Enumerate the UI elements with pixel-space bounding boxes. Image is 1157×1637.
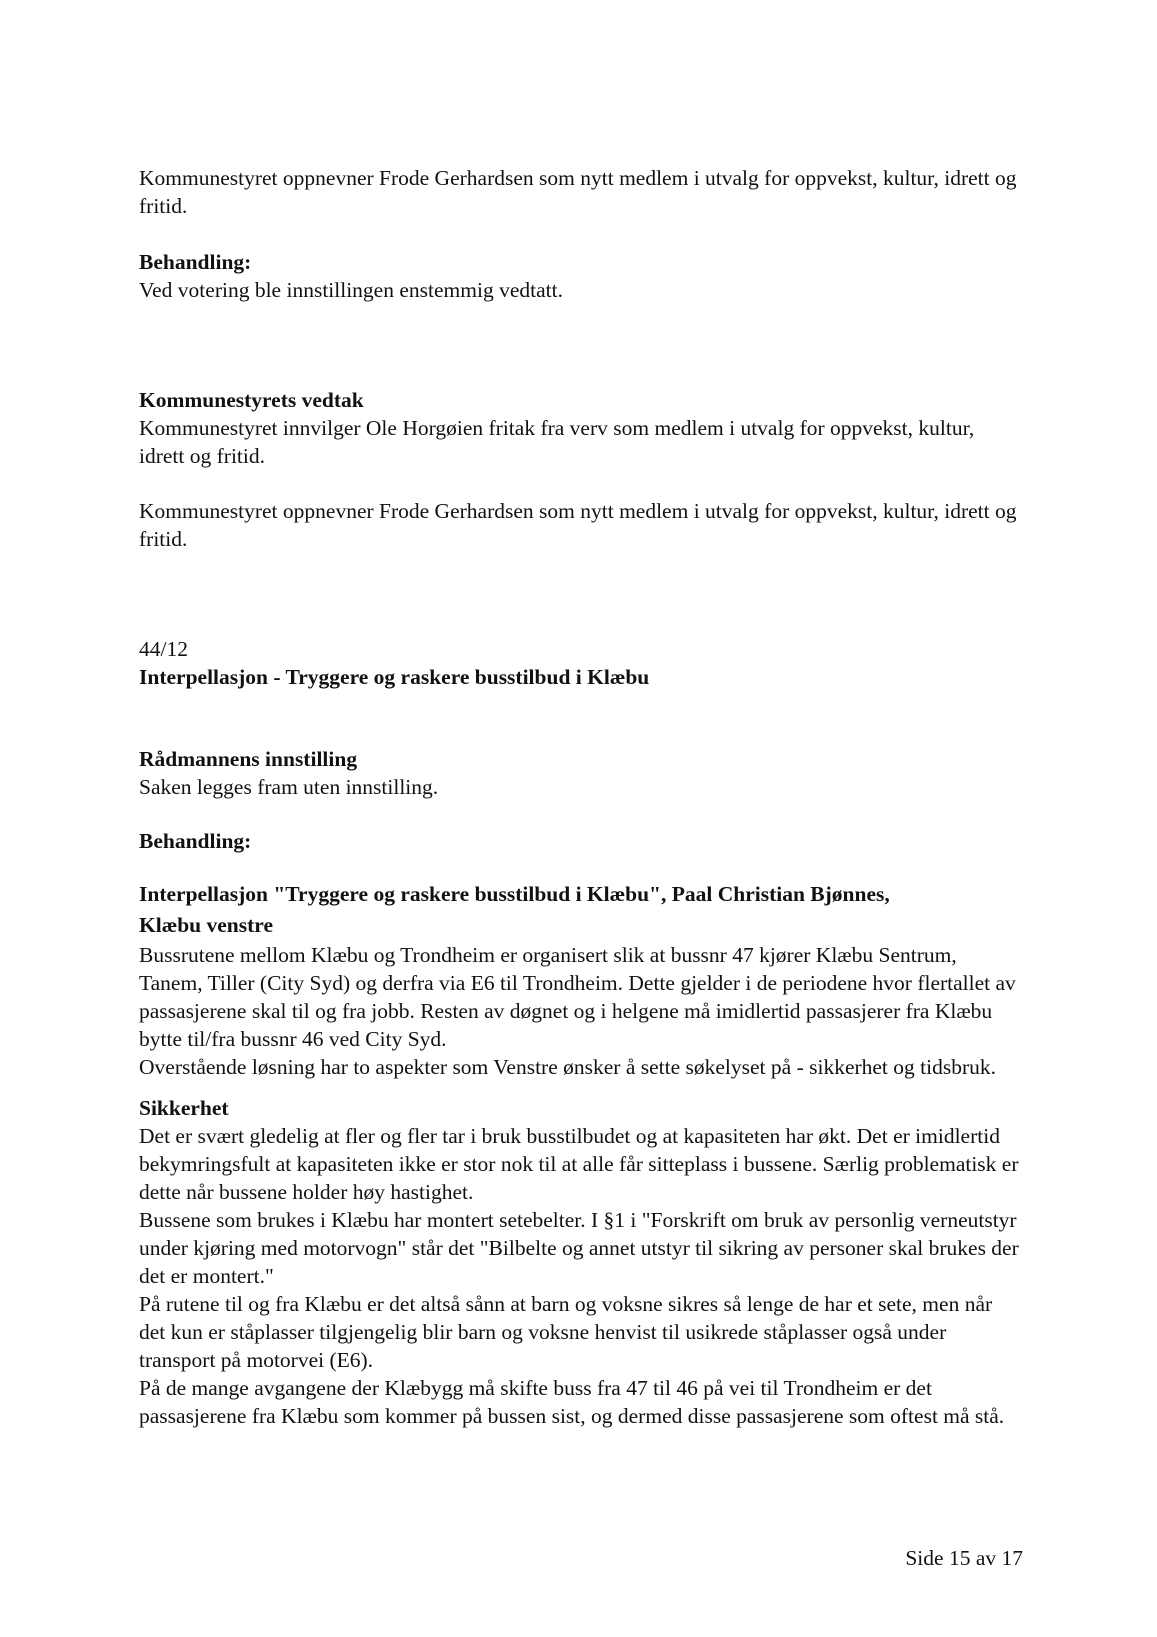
sikkerhet-paragraph-1: Det er svært gledelig at fler og fler tar i bruk busstilbudet og at kapasiteten har økt. Det er imidlertid bekymringsfult at kapasiteten ikke er stor nok til at alle får sitteplass i bussene. Særlig problematisk er dette når bussene holder høy hastighet.	[139, 1124, 1019, 1204]
intro-paragraph: Kommunestyret oppnevner Frode Gerhardsen som nytt medlem i utvalg for oppvekst, kultur, idrett og fritid.	[139, 166, 1017, 218]
interpellasjon-paragraph-1: Bussrutene mellom Klæbu og Trondheim er organisert slik at bussnr 47 kjører Klæbu Sentrum, Tanem, Tiller (City Syd) og derfra via E6 til Trondheim. Dette gjelder i de periodene hvor flertallet av passasjerene skal til og fra jobb. Resten av døgnet og i helgene må imidlertid passasjerer fra Klæbu bytte til/fra bussnr 46 ved City Syd.	[139, 943, 1016, 1051]
interpellasjon-heading-line-2: Klæbu venstre	[139, 913, 273, 937]
sikkerhet-paragraph-3: På rutene til og fra Klæbu er det altså sånn at barn og voksne sikres så lenge de har et sete, men når det kun er ståplasser tilgjengelig blir barn og voksne henvist til usikrede ståplasser også under transport på motorvei (E6).	[139, 1292, 993, 1372]
innstilling-heading: Rådmannens innstilling	[139, 747, 358, 771]
vedtak-heading: Kommunestyrets vedtak	[139, 388, 364, 412]
behandling-text: Ved votering ble innstillingen enstemmig vedtatt.	[139, 278, 563, 302]
vedtak-paragraph-1: Kommunestyret innvilger Ole Horgøien fritak fra verv som medlem i utvalg for oppvekst, kultur, idrett og fritid.	[139, 416, 975, 468]
vedtak-paragraph-2: Kommunestyret oppnevner Frode Gerhardsen som nytt medlem i utvalg for oppvekst, kultur, idrett og fritid.	[139, 499, 1017, 551]
document-page	[139, 164, 1019, 1430]
innstilling-text: Saken legges fram uten innstilling.	[139, 775, 439, 799]
sikkerhet-paragraph-2: Bussene som brukes i Klæbu har montert setebelter. I §1 i "Forskrift om bruk av personlig verneutstyr under kjøring med motorvogn" står det "Bilbelte og annet utstyr til sikring av personer skal brukes der det er montert."	[139, 1208, 1019, 1288]
sikkerhet-paragraph-4: På de mange avgangene der Klæbygg må skifte buss fra 47 til 46 på vei til Trondheim er det passasjerene fra Klæbu som kommer på bussen sist, og dermed disse passasjerene som oftest må stå.	[139, 1376, 1005, 1428]
case-number: 44/12	[139, 637, 188, 661]
case-title: Interpellasjon - Tryggere og raskere busstilbud i Klæbu	[139, 665, 650, 689]
behandling-heading-2: Behandling:	[139, 829, 252, 853]
interpellasjon-paragraph-2: Overstående løsning har to aspekter som Venstre ønsker å sette søkelyset på - sikkerhet og tidsbruk.	[139, 1055, 997, 1079]
behandling-heading: Behandling:	[139, 250, 252, 274]
page-number-footer: Side 15 av 17	[905, 1546, 1023, 1570]
interpellasjon-heading-line-1: Interpellasjon "Tryggere og raskere busstilbud i Klæbu", Paal Christian Bjønnes,	[139, 882, 890, 906]
sikkerhet-heading: Sikkerhet	[139, 1096, 229, 1120]
